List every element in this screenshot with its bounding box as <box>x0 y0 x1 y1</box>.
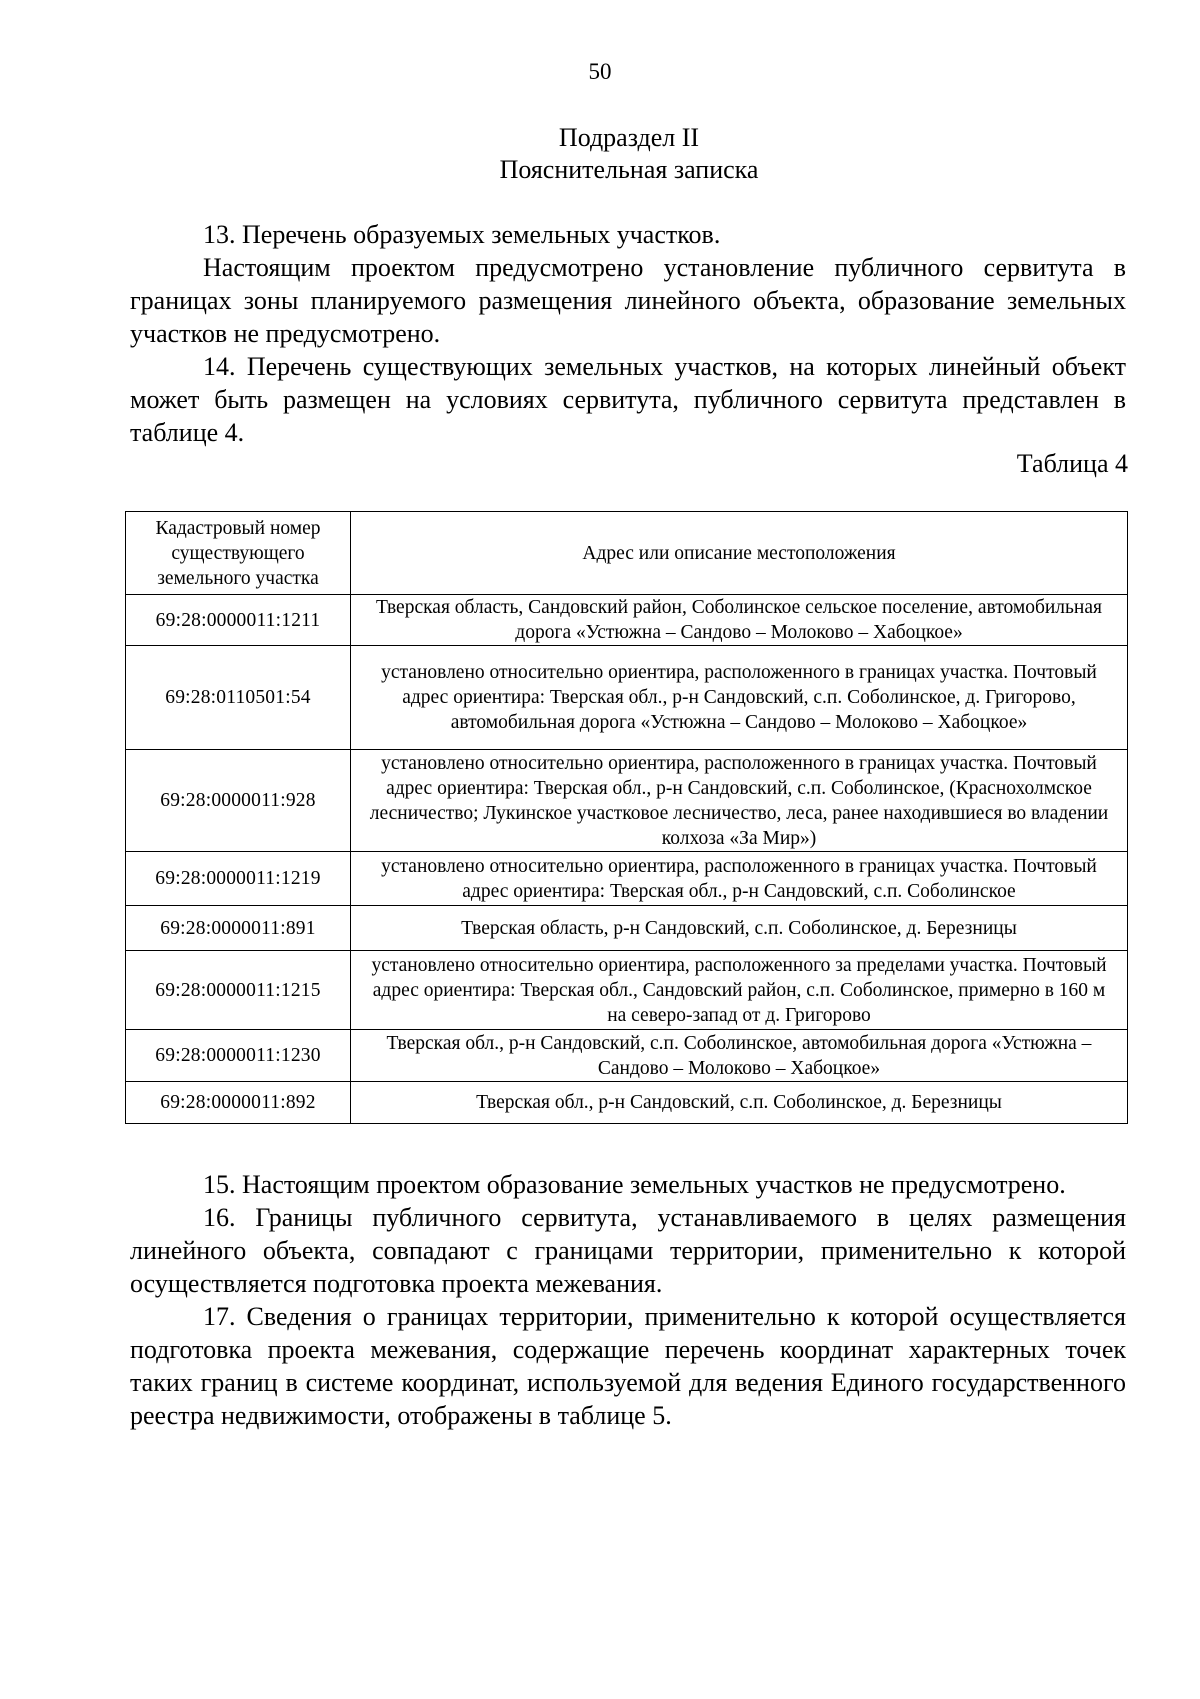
paragraph-17: 17. Сведения о границах территории, применительно к которой осуществляется подготовка проекта межевания, содержащие перечень координат характерных точек таких границ в системе координат, используемой для ведения Единого государственного реестра недвижимости, отображены в таблице 5. <box>130 1302 1126 1430</box>
cadastral-number-cell: 69:28:0000011:1219 <box>126 852 351 906</box>
section-title: Пояснительная записка <box>499 155 759 184</box>
table-row <box>126 906 1128 951</box>
table-row <box>126 1082 1128 1124</box>
cadastral-number-cell: 69:28:0000011:1211 <box>126 595 351 646</box>
table-row <box>126 1030 1128 1082</box>
cadastral-number-cell: 69:28:0000011:928 <box>126 750 351 852</box>
address-cell: Тверская область, Сандовский район, Соболинское сельское поселение, автомобильная дорога «Устюжна – Сандово – Молоково – Хабоцкое» <box>351 595 1128 646</box>
address-cell: установлено относительно ориентира, расположенного в границах участка. Почтовый адрес ориентира: Тверская обл., р-н Сандовский, с.п. Соболинское <box>351 852 1128 906</box>
paragraph-16: 16. Границы публичного сервитута, устанавливаемого в целях размещения линейного объекта, совпадают с границами территории, применительно к которой осуществляется подготовка проекта межевания. <box>130 1203 1126 1298</box>
table-row <box>126 951 1128 1030</box>
cadastral-number-cell: 69:28:0000011:892 <box>126 1082 351 1124</box>
table-row <box>126 852 1128 906</box>
cadastral-number-cell: 69:28:0110501:54 <box>126 646 351 750</box>
column-header-address: Адрес или описание местоположения <box>351 512 1128 595</box>
address-cell: Тверская обл., р-н Сандовский, с.п. Соболинское, автомобильная дорога «Устюжна – Сандово – Молоково – Хабоцкое» <box>351 1030 1128 1082</box>
cadastral-number-cell: 69:28:0000011:1215 <box>126 951 351 1030</box>
page-number: 50 <box>588 59 612 84</box>
table-row <box>126 750 1128 852</box>
paragraph-13-body: Настоящим проектом предусмотрено установление публичного сервитута в границах зоны планируемого размещения линейного объекта, образование земельных участков не предусмотрено. <box>130 253 1126 348</box>
table-row <box>126 595 1128 646</box>
column-header-cadastral: Кадастровый номер существующего земельного участка <box>126 512 351 595</box>
cadastral-number-cell: 69:28:0000011:891 <box>126 906 351 951</box>
paragraph-15: 15. Настоящим проектом образование земельных участков не предусмотрено. <box>203 1170 1066 1199</box>
table-header-row <box>126 512 1128 595</box>
land-parcels-table <box>125 511 1128 1124</box>
subsection-heading: Подраздел II <box>558 123 700 152</box>
address-cell: Тверская область, р-н Сандовский, с.п. Соболинское, д. Березницы <box>351 906 1128 951</box>
address-cell: установлено относительно ориентира, расположенного за пределами участка. Почтовый адрес ориентира: Тверская обл., Сандовский район, с.п. Соболинское, примерно в 160 м на северо-запад от д. Григорово <box>351 951 1128 1030</box>
address-cell: Тверская обл., р-н Сандовский, с.п. Соболинское, д. Березницы <box>351 1082 1128 1124</box>
paragraphs-bottom <box>130 1168 1126 1432</box>
paragraph-14: 14. Перечень существующих земельных участков, на которых линейный объект может быть размещен на условиях сервитута, публичного сервитута представлен в таблице 4. <box>130 352 1126 447</box>
address-cell: установлено относительно ориентира, расположенного в границах участка. Почтовый адрес ориентира: Тверская обл., р-н Сандовский, с.п. Соболинское, д. Григорово, автомобильная дорога «Устюжна – Сандово – Молоково – Хабоцкое» <box>351 646 1128 750</box>
address-cell: установлено относительно ориентира, расположенного в границах участка. Почтовый адрес ориентира: Тверская обл., р-н Сандовский, с.п. Соболинское, (Краснохолмское лесничество; Лукинское участковое лесничество, леса, ранее находившиеся во владении колхоза «За Мир») <box>351 750 1128 852</box>
table-caption: Таблица 4 <box>1016 449 1128 478</box>
paragraph-13: 13. Перечень образуемых земельных участков. <box>203 220 721 249</box>
cadastral-number-cell: 69:28:0000011:1230 <box>126 1030 351 1082</box>
paragraphs-top <box>130 218 1126 449</box>
table-row <box>126 646 1128 750</box>
